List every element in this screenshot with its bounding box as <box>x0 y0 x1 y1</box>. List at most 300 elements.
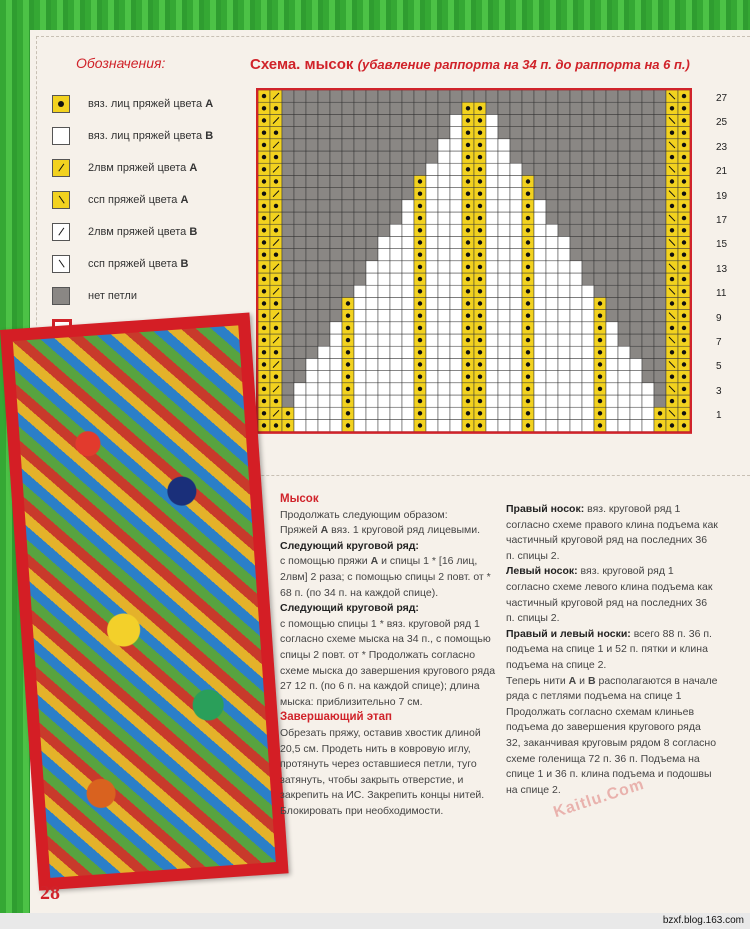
chart-stitch-dot <box>466 253 470 257</box>
chart-stitch-dot <box>274 204 278 208</box>
chart-cell <box>318 139 330 151</box>
chart-cell <box>354 346 366 358</box>
chart-cell <box>606 334 618 346</box>
chart-cell <box>570 371 582 383</box>
chart-cell <box>330 163 342 175</box>
chart-stitch-dot <box>478 289 482 293</box>
chart-cell <box>570 212 582 224</box>
chart-cell <box>390 371 402 383</box>
chart-cell <box>546 371 558 383</box>
chart-cell <box>426 310 438 322</box>
chart-cell <box>402 90 414 102</box>
chart-cell <box>378 127 390 139</box>
chart-cell <box>402 310 414 322</box>
chart-cell <box>546 261 558 273</box>
chart-cell <box>582 346 594 358</box>
chart-cell <box>318 322 330 334</box>
chart-cell <box>534 188 546 200</box>
chart-stitch-dot <box>346 314 350 318</box>
chart-stitch-dot <box>418 179 422 183</box>
chart-stitch-dot <box>682 253 686 257</box>
chart-cell <box>378 200 390 212</box>
chart-cell <box>282 334 294 346</box>
chart-stitch-dot <box>418 350 422 354</box>
chart-stitch-dot <box>526 289 530 293</box>
chart-cell <box>282 285 294 297</box>
chart-cell <box>402 200 414 212</box>
chart-cell <box>366 188 378 200</box>
row-number: 3 <box>716 385 722 397</box>
chart-cell <box>354 212 366 224</box>
chart-stitch-dot <box>478 192 482 196</box>
chart-cell <box>654 395 666 407</box>
chart-cell <box>306 163 318 175</box>
chart-cell <box>630 395 642 407</box>
chart-cell <box>426 273 438 285</box>
chart-cell <box>486 127 498 139</box>
chart-cell <box>402 322 414 334</box>
chart-cell <box>606 273 618 285</box>
chart-cell <box>510 407 522 419</box>
chart-stitch-dot <box>682 375 686 379</box>
chart-cell <box>438 322 450 334</box>
chart-cell <box>306 322 318 334</box>
chart-cell <box>294 200 306 212</box>
chart-cell <box>426 407 438 419</box>
chart-cell <box>582 139 594 151</box>
chart-stitch-dot <box>526 216 530 220</box>
chart-cell <box>282 371 294 383</box>
chart-cell <box>654 151 666 163</box>
chart-cell <box>546 249 558 261</box>
row-number: 13 <box>716 263 728 275</box>
chart-cell <box>450 383 462 395</box>
chart-cell <box>342 163 354 175</box>
legend-label: вяз. лиц пряжей цвета A <box>88 98 214 110</box>
chart-stitch-dot <box>262 375 266 379</box>
chart-cell <box>294 175 306 187</box>
chart-cell <box>450 249 462 261</box>
chart-stitch-dot <box>478 118 482 122</box>
chart-cell <box>342 212 354 224</box>
footer-source: bzxf.blog.163.com <box>662 915 744 926</box>
chart-cell <box>438 163 450 175</box>
chart-cell <box>558 310 570 322</box>
chart-cell <box>546 297 558 309</box>
chart-stitch-dot <box>274 350 278 354</box>
chart-stitch-dot <box>418 338 422 342</box>
chart-cell <box>570 273 582 285</box>
chart-cell <box>354 236 366 248</box>
chart-cell <box>534 371 546 383</box>
chart-cell <box>366 346 378 358</box>
chart-cell <box>534 102 546 114</box>
legend-label: нет петли <box>88 290 137 302</box>
chart-stitch-dot <box>262 240 266 244</box>
chart-cell <box>354 273 366 285</box>
chart-cell <box>282 212 294 224</box>
row-number: 17 <box>716 215 728 226</box>
chart-cell <box>354 90 366 102</box>
chart-stitch-dot <box>526 277 530 281</box>
legend-item <box>52 248 242 280</box>
chart-cell <box>438 358 450 370</box>
chart-stitch-dot <box>682 277 686 281</box>
chart-cell <box>426 249 438 261</box>
chart-cell <box>498 90 510 102</box>
chart-cell <box>546 163 558 175</box>
chart-stitch-dot <box>526 326 530 330</box>
chart-cell <box>342 224 354 236</box>
chart-cell <box>654 273 666 285</box>
chart-stitch-dot <box>466 350 470 354</box>
chart-cell <box>606 358 618 370</box>
chart-stitch-dot <box>466 399 470 403</box>
chart-stitch-dot <box>598 411 602 415</box>
chart-cell <box>498 419 510 431</box>
chart-cell <box>402 175 414 187</box>
paragraph: Левый носок: вяз. круговой ряд 1 согласно схеме левого клина подъема как частичный круговой ряд на последних 36 п. спицы 2. <box>506 565 713 625</box>
chart-cell <box>534 358 546 370</box>
chart-stitch-dot <box>262 106 266 110</box>
chart-stitch-dot <box>478 167 482 171</box>
chart-cell <box>618 200 630 212</box>
chart-cell <box>642 310 654 322</box>
chart-cell <box>294 358 306 370</box>
chart-stitch-dot <box>478 423 482 427</box>
chart-cell <box>306 139 318 151</box>
chart-cell <box>354 200 366 212</box>
chart-cell <box>354 188 366 200</box>
chart-cell <box>582 249 594 261</box>
chart-cell <box>618 175 630 187</box>
chart-cell <box>642 285 654 297</box>
chart-cell <box>498 261 510 273</box>
chart-cell <box>498 236 510 248</box>
chart-cell <box>282 224 294 236</box>
chart-cell <box>402 127 414 139</box>
row-number: 11 <box>716 288 727 300</box>
chart-cell <box>294 249 306 261</box>
chart-cell <box>570 346 582 358</box>
chart-cell <box>654 358 666 370</box>
chart-cell <box>486 371 498 383</box>
chart-cell <box>606 90 618 102</box>
chart-cell <box>318 334 330 346</box>
chart-cell <box>546 395 558 407</box>
chart-cell <box>426 334 438 346</box>
chart-cell <box>330 224 342 236</box>
chart-cell <box>282 322 294 334</box>
chart-cell <box>642 114 654 126</box>
chart-stitch-dot <box>478 362 482 366</box>
chart-cell <box>618 249 630 261</box>
chart-stitch-dot <box>682 192 686 196</box>
chart-cell <box>498 322 510 334</box>
legend-item <box>52 216 242 248</box>
chart-cell <box>618 297 630 309</box>
chart-cell <box>654 249 666 261</box>
chart-stitch-dot <box>466 240 470 244</box>
chart-cell <box>498 383 510 395</box>
chart-cell <box>594 212 606 224</box>
chart-cell <box>450 407 462 419</box>
chart-cell <box>510 261 522 273</box>
paragraph: с помощью спицы 1 * вяз. круговой ряд 1 согласно схеме мыска на 34 п., с помощью спицы 2 повт. от * Продолжать согласно схеме мыска до завершения кругового ряда 27 12 п. (по 6 п. на каждой спице); длина мыска: приблизительно 7 см. <box>280 617 496 708</box>
legend-color-letter: A <box>180 194 189 206</box>
chart-cell <box>558 175 570 187</box>
chart-stitch-dot <box>286 411 290 415</box>
chart-stitch-dot <box>670 204 674 208</box>
chart-cell <box>318 261 330 273</box>
row-number: 27 <box>716 93 728 104</box>
section-heading-finishing: Завершающий этап <box>280 711 392 724</box>
chart-cell <box>546 334 558 346</box>
chart-cell <box>582 236 594 248</box>
row-number: 23 <box>716 141 728 153</box>
chart-cell <box>294 90 306 102</box>
chart-cell <box>426 383 438 395</box>
chart-stitch-dot <box>670 155 674 159</box>
chart-cell <box>390 188 402 200</box>
chart-cell <box>330 151 342 163</box>
chart-cell <box>606 322 618 334</box>
chart-cell <box>414 139 426 151</box>
chart-cell <box>294 383 306 395</box>
chart-stitch-dot <box>526 301 530 305</box>
subheading-next-round: Следующий круговой ряд: <box>280 602 419 615</box>
text-column-right <box>506 502 718 798</box>
chart-cell <box>654 371 666 383</box>
chart-stitch-dot <box>682 131 686 135</box>
chart-cell <box>354 334 366 346</box>
chart-cell <box>654 310 666 322</box>
chart-cell <box>582 151 594 163</box>
chart-cell <box>486 139 498 151</box>
chart-cell <box>438 310 450 322</box>
chart-cell <box>282 249 294 261</box>
chart-cell <box>498 395 510 407</box>
chart-cell <box>534 407 546 419</box>
chart-cell <box>282 236 294 248</box>
chart-cell <box>618 395 630 407</box>
chart-cell <box>450 114 462 126</box>
chart-cell <box>594 163 606 175</box>
chart-stitch-dot <box>466 277 470 281</box>
legend-item <box>52 88 242 120</box>
chart-cell <box>618 358 630 370</box>
chart-cell <box>378 114 390 126</box>
chart-stitch-dot <box>418 399 422 403</box>
chart-cell <box>510 127 522 139</box>
chart-cell <box>570 261 582 273</box>
chart-cell <box>402 114 414 126</box>
chart-stitch-dot <box>262 338 266 342</box>
chart-cell <box>630 90 642 102</box>
paragraph: Правый носок: вяз. круговой ряд 1 согласно схеме правого клина подъема как частичный круговой ряд на последних 36 п. спицы 2. <box>506 503 718 562</box>
chart-cell <box>546 407 558 419</box>
chart-cell <box>618 114 630 126</box>
legend-color-letter: B <box>180 258 189 270</box>
chart-cell <box>414 127 426 139</box>
chart-cell <box>378 419 390 431</box>
paragraph: Продолжать следующим образом: Пряжей А вяз. 1 круговой ряд лицевыми. <box>280 508 481 537</box>
chart-cell <box>390 90 402 102</box>
chart-cell <box>498 273 510 285</box>
chart-cell <box>426 297 438 309</box>
chart-cell <box>402 139 414 151</box>
chart-stitch-dot <box>262 94 266 98</box>
chart-stitch-dot <box>658 423 662 427</box>
chart-cell <box>510 139 522 151</box>
chart-cell <box>630 334 642 346</box>
chart-cell <box>570 188 582 200</box>
chart-stitch-dot <box>262 277 266 281</box>
chart-stitch-dot <box>418 228 422 232</box>
chart-cell <box>606 297 618 309</box>
chart-cell <box>534 297 546 309</box>
chart-stitch-dot <box>598 338 602 342</box>
chart-cell <box>426 188 438 200</box>
legend <box>52 88 242 344</box>
chart-cell <box>366 236 378 248</box>
chart-cell <box>390 200 402 212</box>
chart-cell <box>642 224 654 236</box>
chart-stitch-dot <box>682 106 686 110</box>
chart-cell <box>306 200 318 212</box>
chart-cell <box>606 188 618 200</box>
chart-cell <box>450 346 462 358</box>
chart-cell <box>426 127 438 139</box>
chart-cell <box>294 419 306 431</box>
chart-stitch-dot <box>418 289 422 293</box>
chart-cell <box>558 273 570 285</box>
chart-stitch-dot <box>526 179 530 183</box>
chart-cell <box>282 346 294 358</box>
chart-cell <box>630 212 642 224</box>
chart-cell <box>282 273 294 285</box>
chart-stitch-dot <box>262 301 266 305</box>
chart-cell <box>426 212 438 224</box>
chart-cell <box>630 139 642 151</box>
chart-cell <box>534 383 546 395</box>
chart-cell <box>534 249 546 261</box>
chart-cell <box>582 114 594 126</box>
chart-stitch-dot <box>466 118 470 122</box>
chart-cell <box>486 358 498 370</box>
chart-cell <box>438 139 450 151</box>
chart-cell <box>438 236 450 248</box>
chart-cell <box>390 163 402 175</box>
chart-cell <box>438 383 450 395</box>
chart-cell <box>390 127 402 139</box>
chart-stitch-dot <box>478 399 482 403</box>
chart-cell <box>282 114 294 126</box>
chart-cell <box>378 273 390 285</box>
chart-cell <box>450 297 462 309</box>
chart-stitch-dot <box>598 375 602 379</box>
chart-cell <box>546 346 558 358</box>
chart-cell <box>342 249 354 261</box>
chart-cell <box>390 383 402 395</box>
chart-cell <box>618 334 630 346</box>
chart-cell <box>654 114 666 126</box>
chart-cell <box>378 175 390 187</box>
chart-cell <box>450 261 462 273</box>
chart-cell <box>438 224 450 236</box>
chart-cell <box>630 285 642 297</box>
chart-stitch-dot <box>466 314 470 318</box>
chart-cell <box>654 334 666 346</box>
chart-stitch-dot <box>478 277 482 281</box>
chart-stitch-dot <box>670 301 674 305</box>
chart-cell <box>354 163 366 175</box>
chart-cell <box>306 371 318 383</box>
chart-cell <box>306 90 318 102</box>
chart-cell <box>654 297 666 309</box>
chart-stitch-dot <box>478 387 482 391</box>
chart-cell <box>366 297 378 309</box>
chart-cell <box>582 297 594 309</box>
chart-cell <box>510 163 522 175</box>
chart-cell <box>366 200 378 212</box>
chart-cell <box>390 224 402 236</box>
chart-cell <box>330 188 342 200</box>
chart-cell <box>438 346 450 358</box>
chart-stitch-dot <box>346 411 350 415</box>
chart-cell <box>318 236 330 248</box>
chart-cell <box>570 90 582 102</box>
chart-cell <box>642 371 654 383</box>
chart-cell <box>450 188 462 200</box>
chart-cell <box>534 224 546 236</box>
chart-stitch-dot <box>478 228 482 232</box>
chart-stitch-dot <box>682 179 686 183</box>
chart-cell <box>642 90 654 102</box>
chart-cell <box>486 383 498 395</box>
chart-cell <box>366 358 378 370</box>
chart-cell <box>354 102 366 114</box>
chart-cell <box>486 200 498 212</box>
chart-cell <box>546 151 558 163</box>
chart-cell <box>558 163 570 175</box>
chart-cell <box>366 322 378 334</box>
chart-stitch-dot <box>670 399 674 403</box>
chart-stitch-dot <box>346 387 350 391</box>
chart-cell <box>642 273 654 285</box>
legend-item <box>52 280 242 312</box>
chart-cell <box>558 358 570 370</box>
chart-cell <box>606 371 618 383</box>
chart-cell <box>282 383 294 395</box>
chart-cell <box>570 175 582 187</box>
chart-cell <box>642 249 654 261</box>
chart-cell <box>510 90 522 102</box>
chart-cell <box>318 127 330 139</box>
chart-stitch-dot <box>466 155 470 159</box>
chart-cell <box>354 285 366 297</box>
chart-cell <box>534 285 546 297</box>
chart-cell <box>570 163 582 175</box>
chart-cell <box>570 322 582 334</box>
chart-stitch-dot <box>262 314 266 318</box>
chart-stitch-dot <box>274 399 278 403</box>
chart-cell <box>582 224 594 236</box>
chart-cell <box>642 383 654 395</box>
chart-cell <box>378 236 390 248</box>
chart-stitch-dot <box>346 375 350 379</box>
chart-cell <box>402 346 414 358</box>
